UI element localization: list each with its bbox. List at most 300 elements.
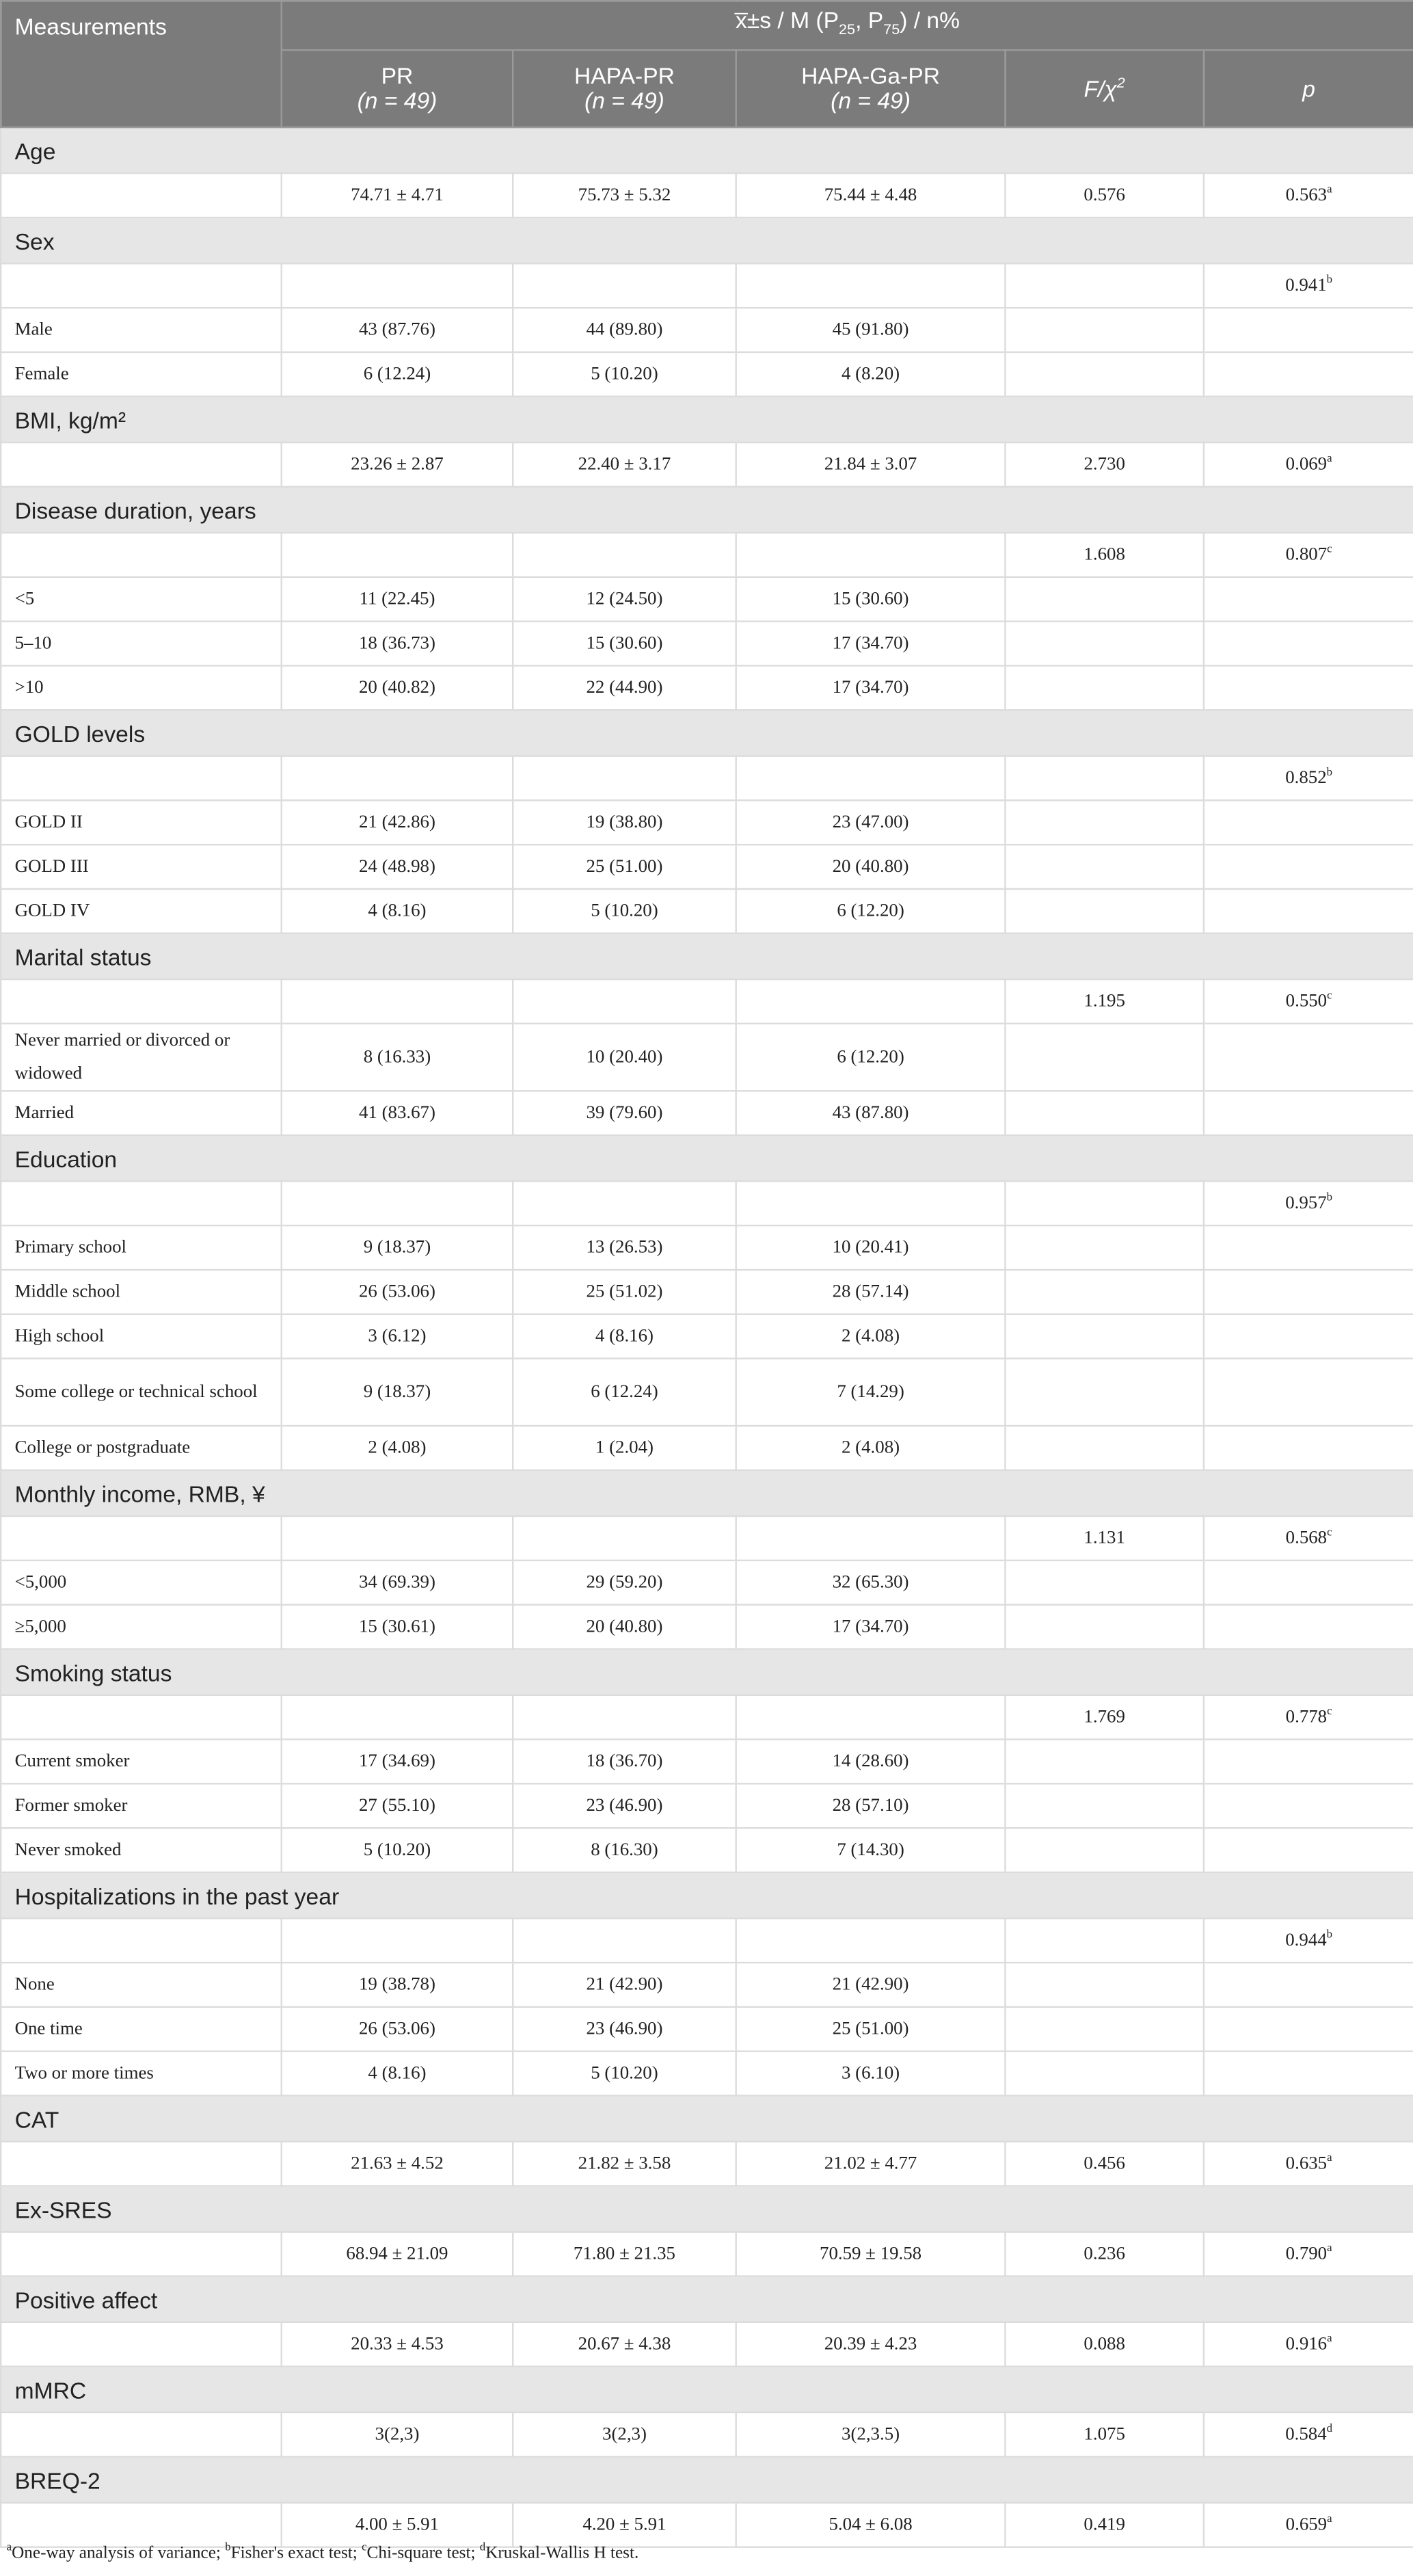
pr-value — [282, 1024, 513, 1091]
row-label — [1, 577, 282, 622]
table-row — [1, 263, 1413, 308]
p-value-text: 0.916 — [1285, 2334, 1328, 2354]
table-row — [1, 173, 1413, 217]
f-chi-value — [1005, 1605, 1203, 1649]
section-title: Monthly income, RMB, ¥ — [1, 1470, 1413, 1516]
f-chi-value — [1005, 2413, 1203, 2457]
p-value-superscript: b — [1326, 273, 1333, 287]
pr-value-text: 26 (53.06) — [359, 1282, 435, 1302]
hapa-pr-value-text: 21 (42.90) — [586, 1975, 663, 1995]
p-value-superscript: c — [1327, 1525, 1332, 1539]
hapa-pr-value — [513, 845, 736, 889]
hapa-ga-pr-value — [736, 1561, 1006, 1605]
f-chi-value — [1005, 442, 1203, 487]
hapa-pr-value — [513, 2142, 736, 2186]
hapa-pr-value-text: 12 (24.50) — [586, 589, 663, 609]
hapa-pr-value — [513, 2413, 736, 2457]
section-title: mMRC — [1, 2367, 1413, 2413]
pr-value-text: 34 (69.39) — [359, 1572, 435, 1593]
pr-value-text: 6 (12.24) — [363, 364, 431, 384]
hapa-pr-value — [513, 1181, 736, 1225]
p-value-superscript: d — [1326, 2421, 1333, 2435]
p-value-superscript: a — [1327, 2241, 1332, 2255]
p-value-text: 0.550 — [1285, 992, 1328, 1011]
pr-value-text: 11 (22.45) — [359, 589, 435, 609]
hapa-ga-pr-value — [736, 1091, 1006, 1135]
hapa-pr-value-text: 29 (59.20) — [586, 1572, 663, 1593]
hapa-ga-pr-value — [736, 1695, 1006, 1740]
p-value-superscript: a — [1327, 2512, 1332, 2525]
hapa-ga-pr-value — [736, 1270, 1006, 1314]
hapa-pr-value — [513, 1561, 736, 1605]
p-value-superscript: b — [1326, 765, 1333, 779]
pr-value-text: 21.63 ± 4.52 — [351, 2153, 444, 2174]
row-label-text: None — [14, 1975, 55, 1995]
hapa-ga-pr-value — [736, 845, 1006, 889]
pr-value — [282, 1181, 513, 1225]
f-chi-value — [1005, 665, 1203, 710]
footnote-text: Fisher's exact test; — [230, 2545, 362, 2563]
hapa-pr-value-text: 23 (46.90) — [586, 2019, 663, 2039]
p-value — [1204, 2142, 1413, 2186]
hapa-ga-pr-value — [736, 1359, 1006, 1426]
row-label — [1, 1963, 282, 2007]
pr-value-text: 21 (42.86) — [359, 812, 435, 833]
row-label — [1, 756, 282, 801]
pr-value — [282, 2503, 513, 2547]
pr-value — [282, 1270, 513, 1314]
p-value — [1204, 263, 1413, 308]
hapa-pr-value-text: 19 (38.80) — [586, 812, 663, 833]
row-label — [1, 1695, 282, 1740]
section-header-row — [1, 1649, 1413, 1695]
hapa-pr-value-text: 20.67 ± 4.38 — [578, 2334, 671, 2354]
pr-value — [282, 1516, 513, 1561]
p-value-text: 0.941 — [1285, 276, 1327, 296]
p-value — [1204, 1918, 1413, 1963]
section-header-row — [1, 710, 1413, 756]
table-row — [1, 533, 1413, 577]
hapa-pr-value — [513, 2232, 736, 2276]
row-label — [1, 2007, 282, 2051]
hapa-ga-pr-value-text: 3 (6.10) — [842, 2063, 900, 2084]
pr-value — [282, 2322, 513, 2367]
p-value-text: 0.635 — [1285, 2153, 1328, 2174]
hapa-ga-pr-value-text: 15 (30.60) — [832, 589, 909, 609]
f-chi-value — [1005, 308, 1203, 352]
p-value-text: 0.790 — [1285, 2244, 1328, 2264]
hapa-ga-pr-value-text: 4 (8.20) — [842, 364, 900, 384]
p-value — [1204, 2232, 1413, 2276]
pr-value — [282, 1695, 513, 1740]
f-chi-value — [1005, 2007, 1203, 2051]
table-row — [1, 1314, 1413, 1359]
hapa-pr-value — [513, 665, 736, 710]
hapa-pr-value-text: 10 (20.40) — [586, 1047, 663, 1067]
hapa-ga-pr-value — [736, 979, 1006, 1024]
hapa-ga-pr-value — [736, 1918, 1006, 1963]
p-value — [1204, 1426, 1413, 1470]
p-value — [1204, 1516, 1413, 1561]
hapa-ga-pr-value-text: 17 (34.70) — [832, 633, 909, 654]
hapa-pr-value — [513, 442, 736, 487]
pr-value — [282, 1918, 513, 1963]
p-value — [1204, 665, 1413, 710]
pr-value-text: 9 (18.37) — [363, 1382, 431, 1403]
hapa-pr-value — [513, 1605, 736, 1649]
pr-value — [282, 1426, 513, 1470]
table-row — [1, 800, 1413, 845]
section-header-row — [1, 397, 1413, 442]
table-row — [1, 2051, 1413, 2096]
hapa-pr-value — [513, 1918, 736, 1963]
hapa-pr-value — [513, 352, 736, 397]
row-label — [1, 800, 282, 845]
row-label-text: One time — [14, 2019, 83, 2039]
hapa-pr-value — [513, 1270, 736, 1314]
pr-value — [282, 577, 513, 622]
hapa-ga-pr-value-text: 21.84 ± 3.07 — [824, 454, 917, 475]
row-label-text: Primary school — [14, 1238, 127, 1258]
hapa-pr-value — [513, 1225, 736, 1270]
p-value-superscript: a — [1327, 451, 1332, 466]
row-label — [1, 1561, 282, 1605]
row-label — [1, 173, 282, 217]
f-chi-value — [1005, 352, 1203, 397]
f-chi-value — [1005, 1695, 1203, 1740]
p-value — [1204, 2413, 1413, 2457]
p-value-text: 0.069 — [1285, 454, 1328, 475]
p-value — [1204, 1740, 1413, 1784]
hapa-pr-value — [513, 1359, 736, 1426]
table-row — [1, 756, 1413, 801]
table-row — [1, 1516, 1413, 1561]
f-chi-value — [1005, 2142, 1203, 2186]
table-row — [1, 1426, 1413, 1470]
pr-value — [282, 756, 513, 801]
hapa-ga-pr-value-text: 7 (14.30) — [837, 1840, 904, 1860]
group-name: HAPA-PR — [574, 62, 675, 89]
row-label — [1, 1181, 282, 1225]
row-label-text: Male — [14, 320, 53, 340]
statistic-header: x̅±s / M ($P_{25}$, $P_{75}) / n\%$ — [282, 1, 1413, 50]
hapa-pr-value — [513, 308, 736, 352]
row-label — [1, 2051, 282, 2096]
hapa-pr-value — [513, 2051, 736, 2096]
row-label — [1, 665, 282, 710]
hapa-pr-value-text: 25 (51.02) — [586, 1282, 663, 1302]
group-name: PR — [381, 62, 414, 89]
hapa-pr-value-text: 18 (36.70) — [586, 1751, 663, 1772]
section-header-row — [1, 2095, 1413, 2141]
f-chi-value — [1005, 173, 1203, 217]
f-chi-value — [1005, 1561, 1203, 1605]
hapa-pr-value-text: 39 (79.60) — [586, 1103, 663, 1124]
hapa-pr-value-text: 3(2,3) — [602, 2424, 647, 2445]
row-label — [1, 1225, 282, 1270]
p-value — [1204, 2503, 1413, 2547]
table-row — [1, 889, 1413, 933]
hapa-ga-pr-value — [736, 800, 1006, 845]
f-chi-value — [1005, 263, 1203, 308]
f-chi-value — [1005, 845, 1203, 889]
hapa-pr-value-text: 44 (89.80) — [586, 320, 663, 340]
table-row — [1, 1740, 1413, 1784]
f-chi-value-text: 0.576 — [1084, 185, 1125, 206]
p-value — [1204, 1314, 1413, 1359]
pr-value-text: 17 (34.69) — [359, 1751, 435, 1772]
hapa-ga-pr-value — [736, 1181, 1006, 1225]
hapa-pr-value-text: 4 (8.16) — [595, 1326, 654, 1346]
section-header-row — [1, 2457, 1413, 2503]
hapa-ga-pr-value — [736, 442, 1006, 487]
row-label-text: GOLD III — [14, 857, 89, 877]
group-n: (n = 49) — [357, 87, 438, 114]
hapa-ga-pr-value-text: 21 (42.90) — [832, 1975, 909, 1995]
p-value — [1204, 442, 1413, 487]
f-chi-value — [1005, 1314, 1203, 1359]
pr-value-text: 18 (36.73) — [359, 633, 435, 654]
section-title: Marital status — [1, 933, 1413, 979]
hapa-ga-pr-value-text: 2 (4.08) — [842, 1438, 900, 1458]
pr-value-text: 5 (10.20) — [363, 1840, 431, 1860]
f-chi-value — [1005, 800, 1203, 845]
section-title: Smoking status — [1, 1649, 1413, 1695]
hapa-ga-pr-value-text: 5.04 ± 6.08 — [829, 2514, 913, 2535]
row-label-text: Some college or technical school — [14, 1382, 258, 1403]
f-chi-value — [1005, 1024, 1203, 1091]
p-value — [1204, 1270, 1413, 1314]
p-value — [1204, 2007, 1413, 2051]
f-chi-value — [1005, 2503, 1203, 2547]
table-row — [1, 577, 1413, 622]
table-row — [1, 1225, 1413, 1270]
hapa-pr-value-text: 5 (10.20) — [591, 364, 658, 384]
pr-value-text: 41 (83.67) — [359, 1103, 435, 1124]
row-label — [1, 1605, 282, 1649]
row-label-text: Current smoker — [14, 1751, 130, 1772]
hapa-ga-pr-value — [736, 1740, 1006, 1784]
hapa-ga-pr-value — [736, 173, 1006, 217]
hapa-ga-pr-value — [736, 2051, 1006, 2096]
hapa-pr-value — [513, 1426, 736, 1470]
hapa-pr-value — [513, 756, 736, 801]
hapa-pr-value-text: 5 (10.20) — [591, 901, 658, 921]
f-chi-value — [1005, 1091, 1203, 1135]
hapa-ga-pr-value-text: 17 (34.70) — [832, 1617, 909, 1637]
hapa-ga-pr-value — [736, 665, 1006, 710]
p-value-text: 0.807 — [1285, 545, 1328, 565]
footnote-mark: a — [6, 2540, 12, 2554]
p-value-superscript: c — [1327, 1704, 1332, 1718]
section-title: BREQ-2 — [1, 2457, 1413, 2503]
p-value — [1204, 845, 1413, 889]
section-header-row — [1, 1470, 1413, 1516]
hapa-ga-pr-value — [736, 1314, 1006, 1359]
hapa-ga-pr-value-text: 28 (57.14) — [832, 1282, 909, 1302]
hapa-ga-pr-value-text: 2 (4.08) — [842, 1326, 900, 1346]
f-chi-value-text: 1.131 — [1084, 1528, 1125, 1548]
f-chi-value — [1005, 622, 1203, 666]
pr-value — [282, 1314, 513, 1359]
table-row — [1, 2413, 1413, 2457]
section-title: Age — [1, 127, 1413, 173]
p-value-superscript: a — [1327, 183, 1332, 196]
hapa-pr-value — [513, 1091, 736, 1135]
hapa-pr-value — [513, 1740, 736, 1784]
pr-value — [282, 845, 513, 889]
pr-value-text: 74.71 ± 4.71 — [351, 185, 444, 206]
pr-value — [282, 2142, 513, 2186]
hapa-pr-value-text: 21.82 ± 3.58 — [578, 2153, 671, 2174]
hapa-pr-value-text: 1 (2.04) — [595, 1438, 654, 1458]
row-label-text: High school — [14, 1326, 105, 1346]
p-value — [1204, 533, 1413, 577]
hapa-pr-value — [513, 622, 736, 666]
row-label — [1, 1516, 282, 1561]
row-label-text: 5–10 — [14, 633, 52, 654]
f-chi-value-text: 0.088 — [1084, 2334, 1125, 2354]
section-header-row — [1, 2276, 1413, 2322]
hapa-pr-value-text: 6 (12.24) — [591, 1382, 658, 1403]
p-value — [1204, 622, 1413, 666]
p-value-text: 0.563 — [1285, 185, 1328, 206]
hapa-ga-pr-value-text: 28 (57.10) — [832, 1796, 909, 1816]
f-chi-value — [1005, 1270, 1203, 1314]
row-label-text: Never married or divorced or widowed — [14, 1031, 230, 1084]
hapa-ga-pr-value-text: 23 (47.00) — [832, 812, 909, 833]
f-chi-value-text: 0.456 — [1084, 2153, 1125, 2174]
row-label — [1, 2413, 282, 2457]
pr-value — [282, 1963, 513, 2007]
table-row — [1, 979, 1413, 1024]
row-label-text: <5 — [14, 589, 35, 609]
f-chi-value — [1005, 756, 1203, 801]
row-label — [1, 979, 282, 1024]
f-chi-value — [1005, 1426, 1203, 1470]
p-value — [1204, 1561, 1413, 1605]
pr-value-text: 68.94 ± 21.09 — [346, 2244, 448, 2264]
hapa-pr-value — [513, 1024, 736, 1091]
p-value — [1204, 1828, 1413, 1872]
pr-value — [282, 1359, 513, 1426]
f-chi-value — [1005, 1516, 1203, 1561]
group-header-hapa-ga-pr — [736, 50, 1006, 127]
p-value — [1204, 1024, 1413, 1091]
pr-value — [282, 308, 513, 352]
pr-value — [282, 1225, 513, 1270]
section-header-row — [1, 933, 1413, 979]
row-label — [1, 442, 282, 487]
table-row — [1, 352, 1413, 397]
p-value — [1204, 173, 1413, 217]
hapa-ga-pr-value — [736, 756, 1006, 801]
pr-value-text: 2 (4.08) — [368, 1438, 427, 1458]
footnote-mark: d — [479, 2540, 486, 2554]
row-label — [1, 1270, 282, 1314]
f-chi-value — [1005, 533, 1203, 577]
hapa-ga-pr-value — [736, 308, 1006, 352]
hapa-ga-pr-value-text: 20.39 ± 4.23 — [824, 2334, 917, 2354]
hapa-pr-value — [513, 577, 736, 622]
row-label — [1, 263, 282, 308]
hapa-ga-pr-value — [736, 2413, 1006, 2457]
hapa-ga-pr-value-text: 7 (14.29) — [837, 1382, 904, 1403]
pr-value-text: 4.00 ± 5.91 — [355, 2514, 440, 2535]
p-value-text: 0.568 — [1285, 1528, 1328, 1548]
table-row — [1, 1024, 1413, 1091]
pr-value — [282, 979, 513, 1024]
row-label — [1, 2232, 282, 2276]
section-title: Disease duration, years — [1, 487, 1413, 533]
hapa-ga-pr-value — [736, 1783, 1006, 1828]
measurements-header: Measurements — [1, 1, 282, 127]
hapa-pr-value-text: 75.73 ± 5.32 — [578, 185, 671, 206]
section-title: Education — [1, 1135, 1413, 1181]
row-label — [1, 1783, 282, 1828]
p-value — [1204, 889, 1413, 933]
f-chi-value — [1005, 1181, 1203, 1225]
hapa-pr-value-text: 20 (40.80) — [586, 1617, 663, 1637]
row-label — [1, 1828, 282, 1872]
table-row — [1, 1181, 1413, 1225]
hapa-ga-pr-value-text: 75.44 ± 4.48 — [824, 185, 917, 206]
pr-value-text: 20.33 ± 4.53 — [351, 2334, 444, 2354]
footnote-mark: c — [362, 2540, 367, 2554]
p-value — [1204, 2322, 1413, 2367]
hapa-pr-value — [513, 889, 736, 933]
f-chi-value — [1005, 2232, 1203, 2276]
p-value — [1204, 1225, 1413, 1270]
f-chi-value-text: 1.195 — [1084, 992, 1125, 1011]
hapa-ga-pr-value — [736, 1828, 1006, 1872]
row-label — [1, 845, 282, 889]
hapa-pr-value-text: 22 (44.90) — [586, 678, 663, 698]
row-label-text: GOLD II — [14, 812, 83, 833]
hapa-pr-value — [513, 173, 736, 217]
hapa-pr-value — [513, 1783, 736, 1828]
f-chi-value — [1005, 1918, 1203, 1963]
row-label — [1, 2503, 282, 2547]
pr-value-text: 27 (55.10) — [359, 1796, 435, 1816]
group-header-pr — [282, 50, 513, 127]
group-n: (n = 49) — [831, 87, 911, 114]
pr-value — [282, 533, 513, 577]
group-n: (n = 49) — [584, 87, 664, 114]
hapa-pr-value — [513, 979, 736, 1024]
f-chi-value-text: 0.236 — [1084, 2244, 1125, 2264]
row-label-text: Never smoked — [14, 1840, 122, 1860]
f-chi-value — [1005, 889, 1203, 933]
hapa-pr-value — [513, 2007, 736, 2051]
p-value-superscript: b — [1326, 1191, 1333, 1204]
hapa-ga-pr-value-text: 17 (34.70) — [832, 678, 909, 698]
p-value — [1204, 1359, 1413, 1426]
pr-value-text: 4 (8.16) — [368, 901, 427, 921]
hapa-ga-pr-value — [736, 533, 1006, 577]
p-value — [1204, 577, 1413, 622]
group-header-hapa-pr — [513, 50, 736, 127]
pr-value — [282, 889, 513, 933]
hapa-ga-pr-value-text: 70.59 ± 19.58 — [820, 2244, 922, 2264]
table-row — [1, 1561, 1413, 1605]
hapa-ga-pr-value-text: 3(2,3.5) — [842, 2424, 900, 2445]
footnote-text: Chi-square test; — [366, 2545, 480, 2563]
hapa-pr-value-text: 25 (51.00) — [586, 857, 663, 877]
p-header: p — [1204, 50, 1413, 127]
section-header-row — [1, 1872, 1413, 1918]
hapa-pr-value-text: 13 (26.53) — [586, 1238, 663, 1258]
